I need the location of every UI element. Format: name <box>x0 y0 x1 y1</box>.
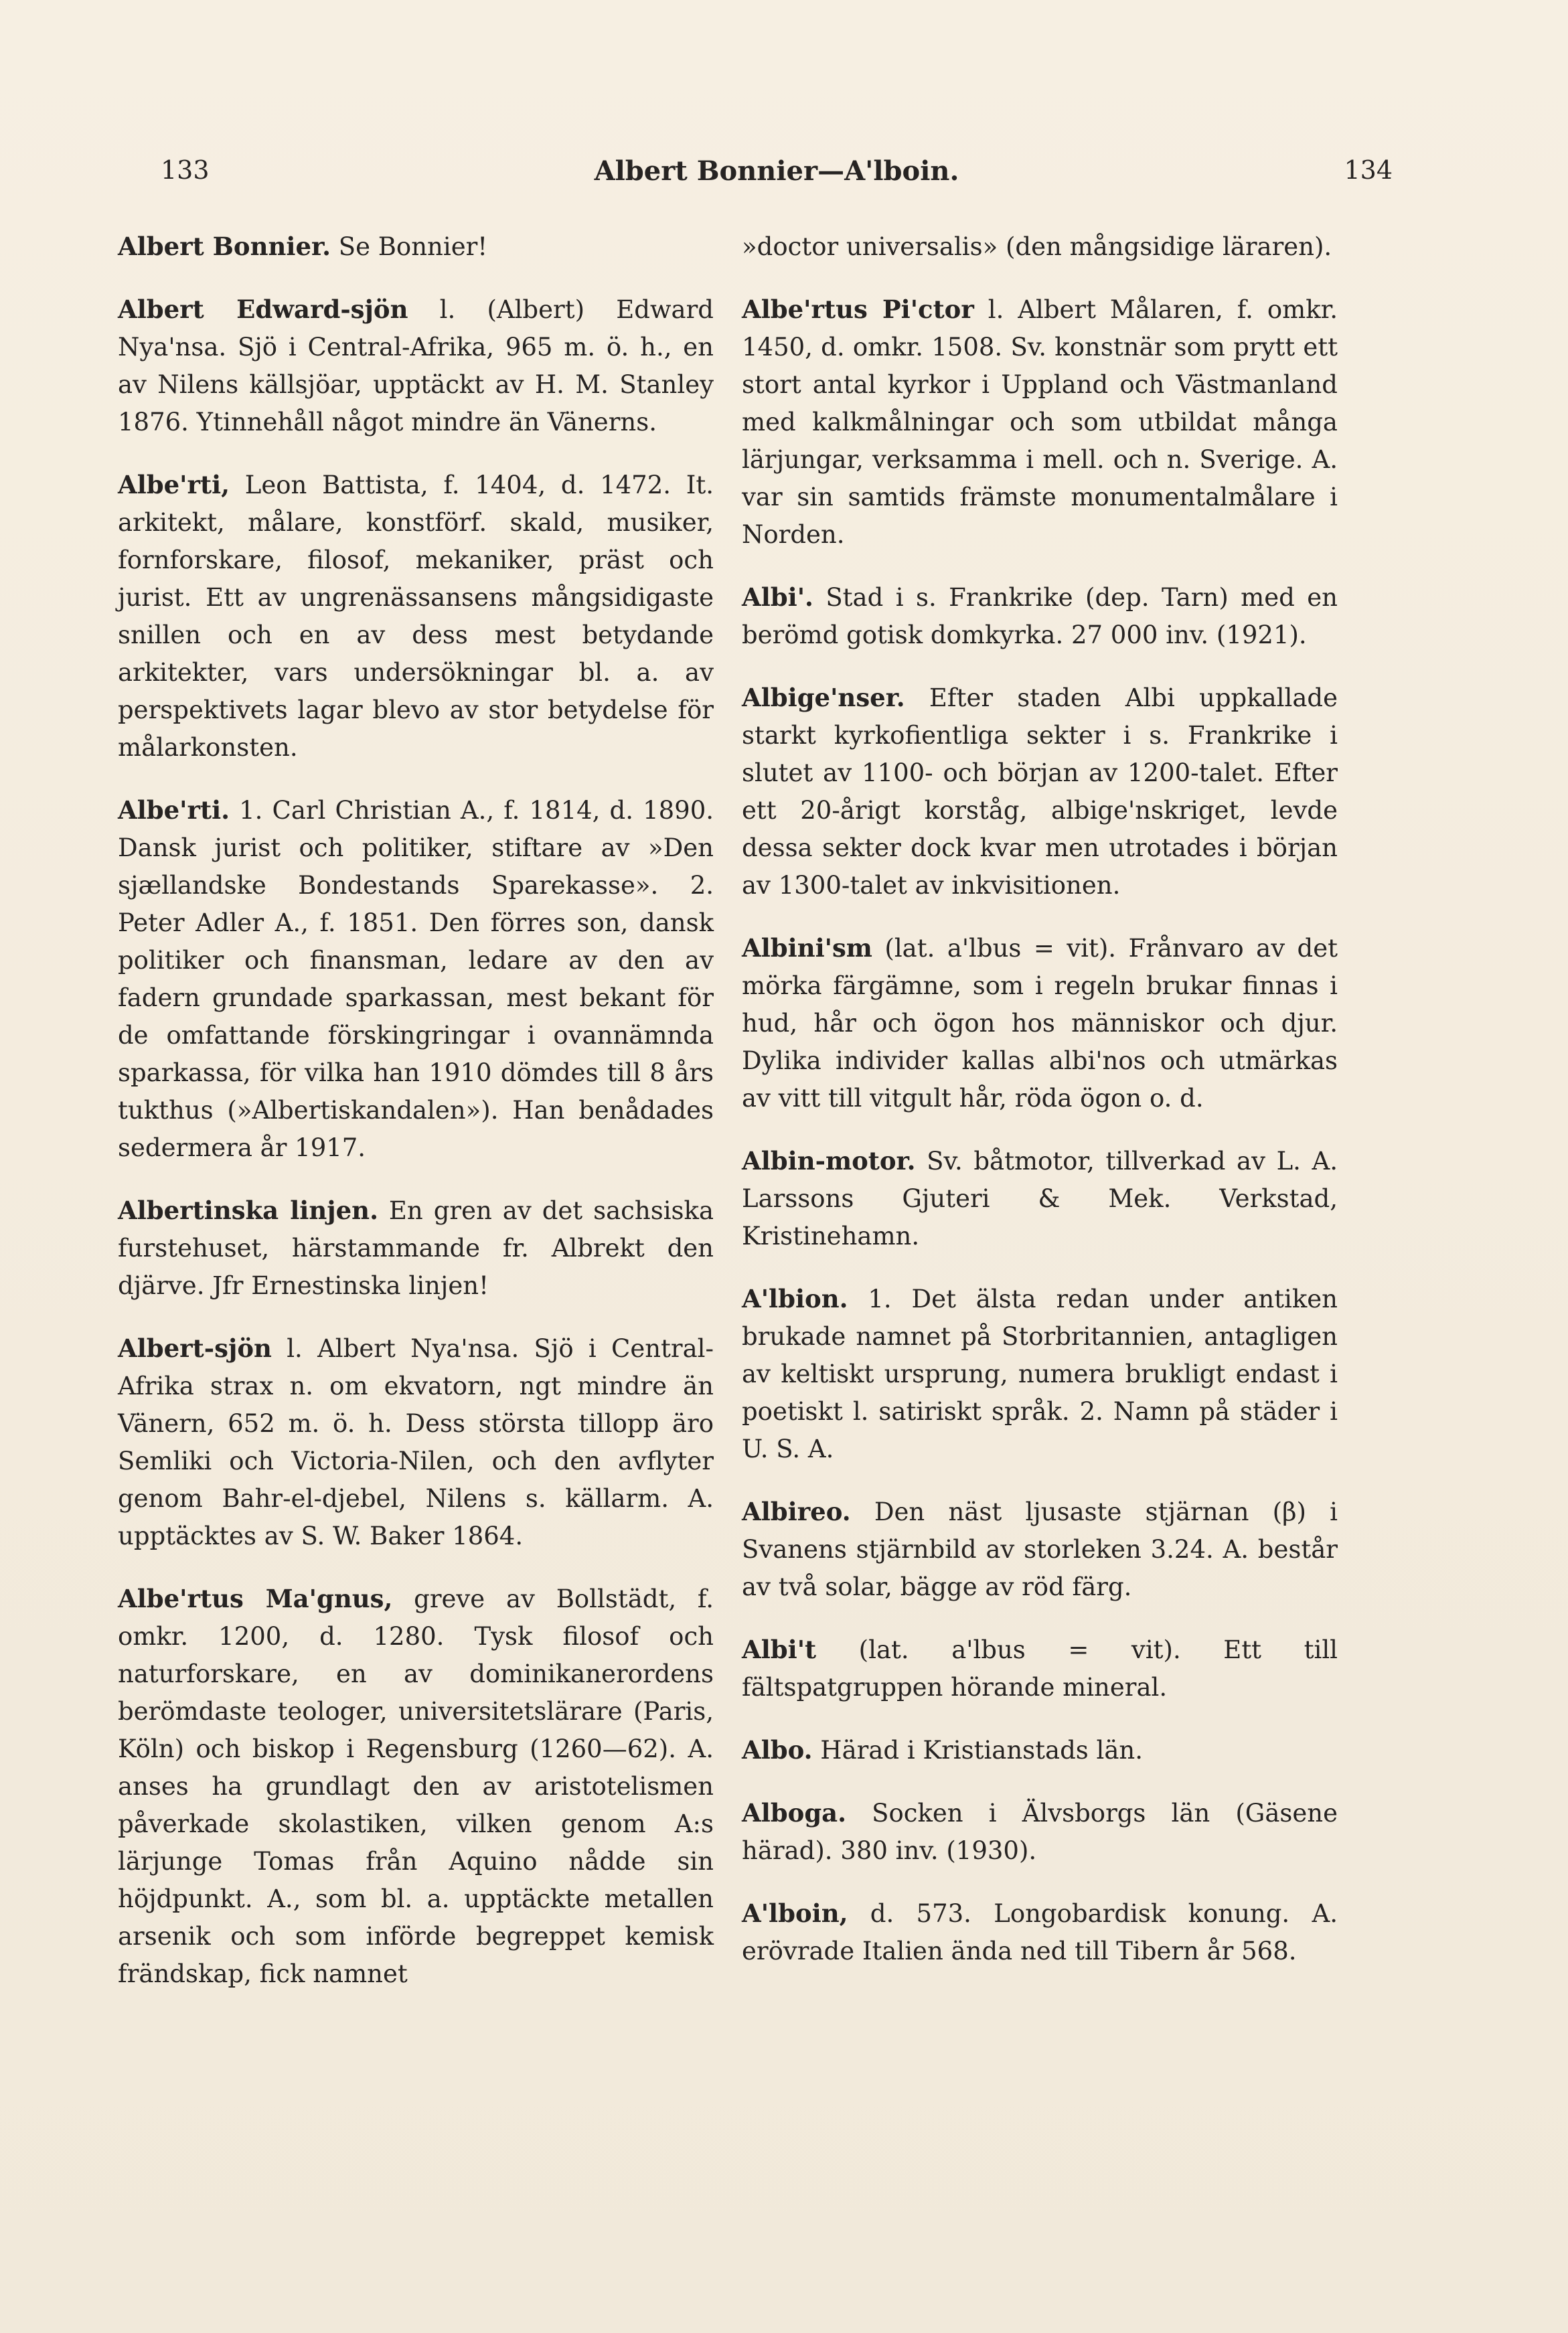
entry-text: Sv. båtmotor, tillverkad av L. A. Larssons Gjuteri & Mek. Verkstad, Kristinehamn. <box>742 1147 1338 1251</box>
entry-text: Stad i s. Frankrike (dep. Tarn) med en berömd gotisk domkyrka. 27 000 inv. (1921). <box>742 583 1338 649</box>
headword: Albert-sjön <box>118 1334 272 1363</box>
headword: Albe'rtus Pi'ctor <box>742 295 974 324</box>
headword: Albini'sm <box>742 933 872 963</box>
headword: Albert Edward-sjön <box>118 295 408 324</box>
headword: Albertinska linjen. <box>118 1196 378 1225</box>
entry <box>118 1192 714 1305</box>
headword: Albireo. <box>742 1497 851 1526</box>
headword: Albige'nser. <box>742 683 905 712</box>
entry <box>742 1794 1338 1870</box>
headword: Albe'rti, <box>118 470 230 499</box>
entry <box>118 466 714 767</box>
headword: A'lboin, <box>742 1899 848 1928</box>
entry-text: Leon Battista, f. 1404, d. 1472. It. arkitekt, målare, konstförf. skald, musiker, fornforskare, filosof, mekaniker, präst och jurist. Ett av ungrenässansens mångsidigaste snillen och en av dess mest betydande arkitekter, vars undersökningar bl. a. av perspektivets lagar blevo av stor betydelse för målarkonsten. <box>118 471 714 762</box>
entry <box>742 291 1338 554</box>
entry <box>118 1580 714 1993</box>
entry-text: 1. Det älsta redan under antiken brukade namnet på Storbritannien, antagligen av keltiskt ursprung, numera brukligt endast i poetiskt l. satiriskt språk. 2. Namn på städer i U. S. A. <box>742 1285 1338 1463</box>
entry-text: d. 573. Longobardisk konung. A. erövrade Italien ända ned till Tibern år 568. <box>742 1899 1338 1965</box>
headword: Albe'rtus Ma'gnus, <box>118 1584 393 1613</box>
entry <box>742 1895 1338 1970</box>
entry-text: Socken i Älvsborgs län (Gäsene härad). 380 inv. (1930). <box>742 1799 1338 1865</box>
entry <box>742 1631 1338 1706</box>
page-number-right: 134 <box>1344 155 1393 185</box>
headword: Albert Bonnier. <box>118 232 331 261</box>
entry <box>118 291 714 441</box>
entry <box>118 791 714 1167</box>
entry <box>118 228 714 266</box>
entry-text: »doctor universalis» (den mångsidige läraren). <box>742 232 1332 261</box>
entry-text: (lat. a'lbus = vit). Frånvaro av det mörka färgämne, som i regeln brukar finnas i hud, hår och ögon hos människor och djur. Dylika individer kallas albi'nos och utmärkas av vitt till vitgult hår, röda ögon o. d. <box>742 934 1338 1113</box>
headword: Albo. <box>742 1735 813 1765</box>
entry <box>118 1330 714 1555</box>
headword: Albe'rti. <box>118 795 230 825</box>
entry <box>742 679 1338 904</box>
entry <box>742 1493 1338 1606</box>
entry-text: En gren av det sachsiska furstehuset, härstammande fr. Albrekt den djärve. Jfr Ernestinska linjen! <box>118 1196 714 1300</box>
entry-text: l. Albert Nya'nsa. Sjö i Central-Afrika strax n. om ekvatorn, ngt mindre än Vänern, 652 m. ö. h. Dess största tillopp äro Semliki och Victoria-Nilen, och den avflyter genom Bahr-el-djebel, Nilens s. källarm. A. upptäcktes av S. W. Baker 1864. <box>118 1334 714 1550</box>
entry <box>742 1142 1338 1255</box>
entry <box>742 929 1338 1117</box>
page-header <box>161 155 1393 195</box>
entry-text: (lat. a'lbus = vit). Ett till fältspatgruppen hörande mineral. <box>742 1635 1338 1702</box>
entry <box>742 1731 1338 1769</box>
entry-text: Den näst ljusaste stjärnan (β) i Svanens stjärnbild av storleken 3.24. A. består av två solar, bägge av röd färg. <box>742 1498 1338 1601</box>
page-number-left: 133 <box>161 155 210 185</box>
left-column <box>118 228 714 2018</box>
entry <box>742 228 1338 266</box>
headword: Albi't <box>742 1635 817 1664</box>
running-title: Albert Bonnier—A'lboin. <box>594 155 959 187</box>
entry-text: Efter staden Albi uppkallade starkt kyrkofientliga sekter i s. Frankrike i slutet av 1100- och början av 1200-talet. Efter ett 20-årigt korståg, albige'nskriget, levde dessa sekter dock kvar men utrotades i början av 1300-talet av inkvisitionen. <box>742 683 1338 900</box>
headword: Albi'. <box>742 582 813 612</box>
entry-text: 1. Carl Christian A., f. 1814, d. 1890. Dansk jurist och politiker, stiftare av »Den sjællandske Bondestands Sparekasse». 2. Peter Adler A., f. 1851. Den förres son, dansk politiker och finansman, ledare av den av fadern grundade sparkassan, mest bekant för de omfattande förskingringar i ovannämnda sparkassa, för vilka han 1910 dömdes till 8 års tukthus (»Albertiskandalen»). Han benådades sedermera år 1917. <box>118 796 714 1162</box>
headword: Albin-motor. <box>742 1146 916 1176</box>
entry-text: Se Bonnier! <box>330 232 488 261</box>
right-column <box>742 228 1338 1995</box>
headword: Alboga. <box>742 1798 847 1828</box>
entry-text: greve av Bollstädt, f. omkr. 1200, d. 1280. Tysk filosof och naturforskare, en av dominikanerordens berömdaste teologer, universitetslärare (Paris, Köln) och biskop i Regensburg (1260—62). A. anses ha grundlagt den av aristotelismen påverkade skolastiken, vilken genom A:s lärjunge Tomas från Aquino nådde sin höjdpunkt. A., som bl. a. upptäckte metallen arsenik och som införde begreppet kemisk frändskap, fick namnet <box>118 1585 714 1988</box>
entry <box>742 578 1338 654</box>
headword: A'lbion. <box>742 1284 848 1313</box>
entry-text: l. (Albert) Edward Nya'nsa. Sjö i Central-Afrika, 965 m. ö. h., en av Nilens källsjöar, upptäckt av H. M. Stanley 1876. Ytinnehåll något mindre än Vänerns. <box>118 295 714 436</box>
entry <box>742 1280 1338 1468</box>
entry-text: l. Albert Målaren, f. omkr. 1450, d. omkr. 1508. Sv. konstnär som prytt ett stort antal kyrkor i Uppland och Västmanland med kalkmålningar och som utbildat många lärjungar, verksamma i mell. och n. Sverige. A. var sin samtids främste monumentalmålare i Norden. <box>742 295 1338 549</box>
entry-text: Härad i Kristianstads län. <box>812 1736 1143 1765</box>
